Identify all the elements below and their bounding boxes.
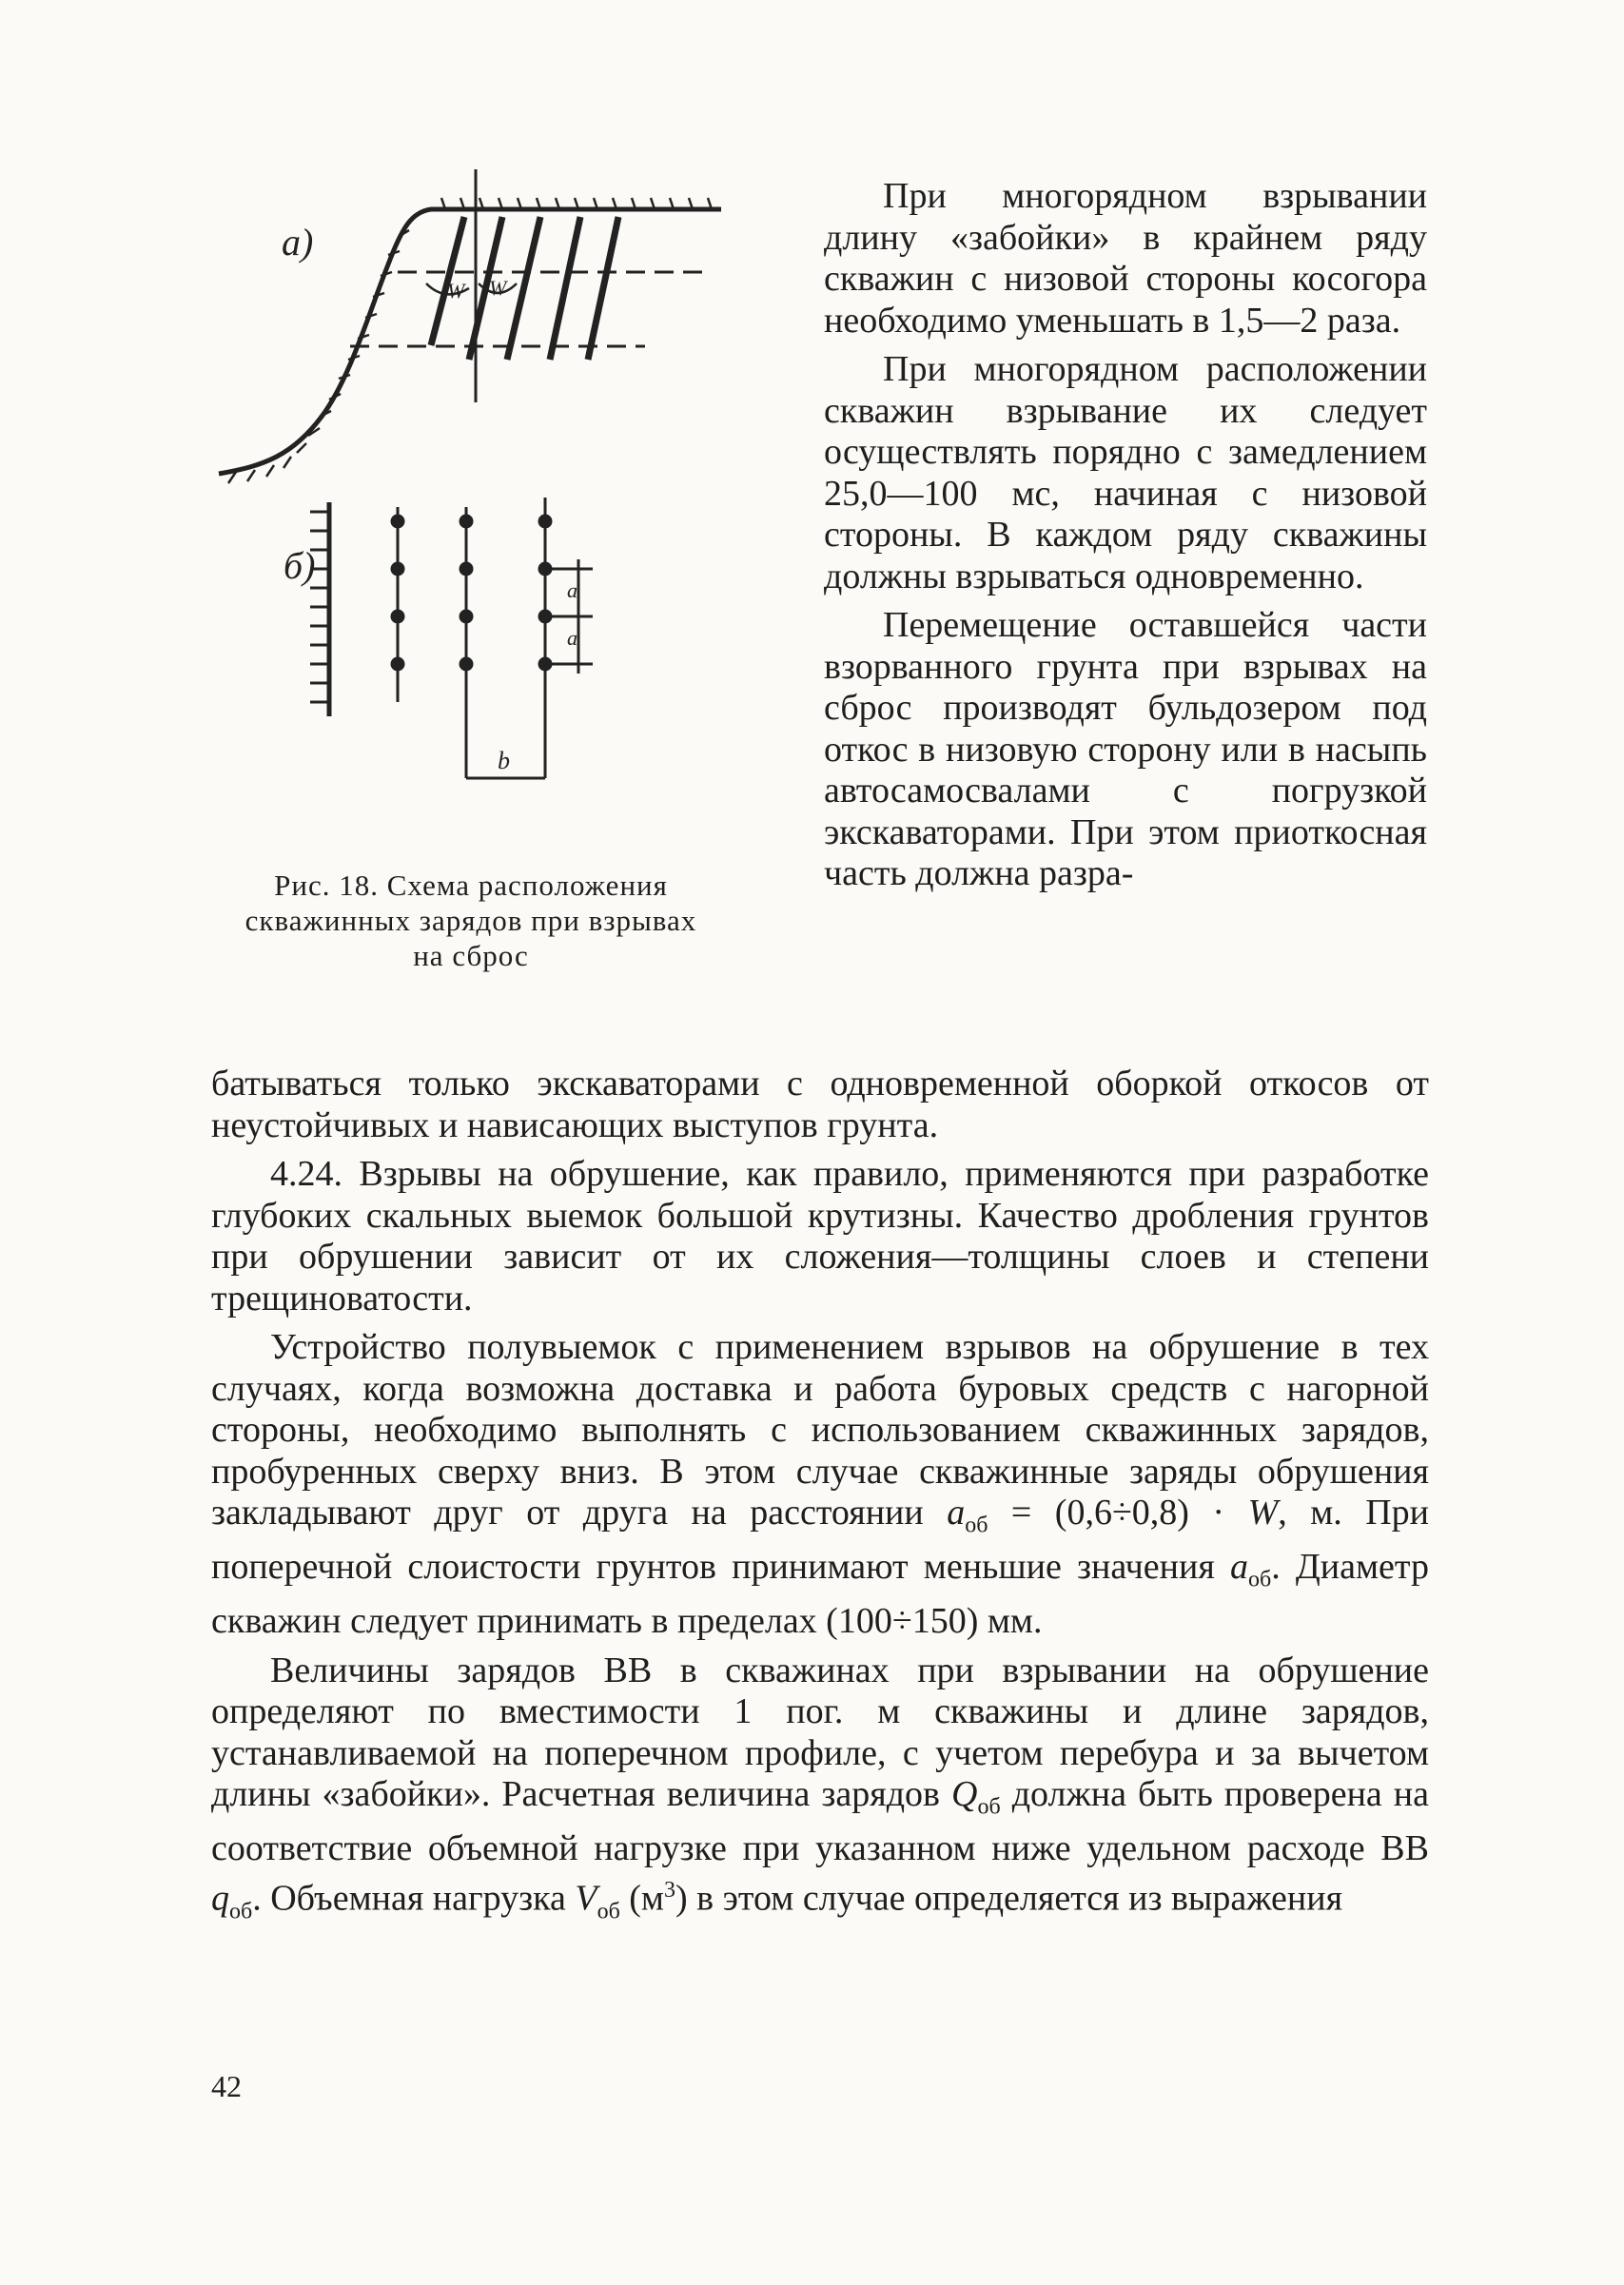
paragraph-soil-removal: Перемещение оставшейся части взорванного грунта при взрывах на сброс производят бульдозером под откос в низовую сторону или в насыпь автосамосвалами с погрузкой экскаваторами. При этом приоткосная часть должна разра-	[824, 605, 1427, 893]
paragraph-4-24: 4.24. Взрывы на обрушение, как правило, применяются при разработке глубоких скальных выемок большой крутизны. Качество дробления грунтов при обрушении зависит от их сложения—толщины слоев и степени трещиноватости.	[211, 1154, 1429, 1318]
side-text-column	[824, 176, 1427, 895]
full-text-column	[211, 1064, 1429, 1933]
figure-a-slope-section	[219, 169, 721, 483]
paragraph-continuation: батываться только экскаваторами с одновременной оборкой откосов от неустойчивых и нависающих выступов грунта.	[211, 1064, 1429, 1145]
figure-label-w1: W	[447, 279, 465, 303]
paragraph-multirow-stemming: При многорядном взрывании длину «забойки» в крайнем ряду скважин с низовой стороны косогора необходимо уменьшать в 1,5—2 раза.	[824, 176, 1427, 341]
figure-label-a-dim-2: а	[567, 626, 577, 650]
figure-b-borehole-plan	[310, 498, 593, 778]
page-number: 42	[211, 2069, 242, 2103]
figure-caption: Рис. 18. Схема расположения скважинных зарядов при взрывах на сброс	[245, 869, 697, 972]
figure-18-scheme	[207, 169, 759, 797]
figure-label-a: а)	[282, 221, 314, 264]
paragraph-charge-values: Величины зарядов ВВ в скважинах при взрывании на обрушение определяют по вместимости 1 пог. м скважины и длине зарядов, устанавливаемой на поперечном профиле, с учетом перебура и за вычетом длины «забойки». Расчетная величина зарядов $Q_{об}$ должна быть проверена на соответствие объемной нагрузке при указанном ниже удельном расходе ВВ $q_{об}$. Объемная нагрузка $V_{об}$ $(м^3)$ в этом случае определяется из выражения	[211, 1650, 1430, 1924]
figure-label-b-dim: b	[498, 747, 510, 774]
figure-label-a-dim-1: а	[567, 578, 577, 602]
paragraph-multirow-sequence: При многорядном расположении скважин взрывание их следует осуществлять порядно с замедлением 25,0—100 мс, начиная с низовой стороны. В каждом ряду скважины должны взрываться одновременно.	[824, 349, 1427, 596]
paragraph-half-cut-device: Устройство полувыемок с применением взрывов на обрушение в тех случаях, когда возможна доставка и работа буровых средств с нагорной стороны, необходимо выполнять с использованием скважинных зарядов, пробуренных сверху вниз. В этом случае скважинные заряды обрушения закладывают друг от друга на расстоянии $a_{об} = (0,6\div 0,8) \cdot W$, м. При поперечной слоистости грунтов принимают меньшие значения $a_{об}$. Диаметр скважин следует принимать в пределах (100÷150) мм.	[211, 1327, 1429, 1642]
figure-label-b: б)	[284, 544, 316, 587]
figure-label-w2: W	[489, 276, 507, 300]
